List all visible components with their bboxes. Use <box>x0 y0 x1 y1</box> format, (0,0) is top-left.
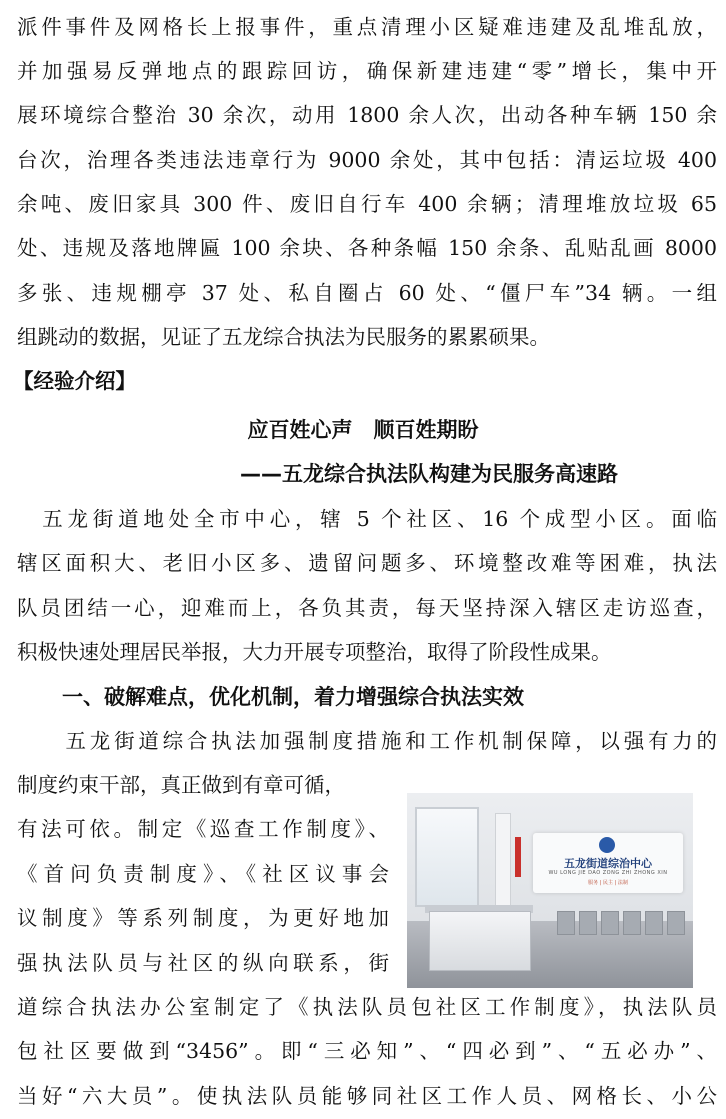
section-line: 有法可依。制定《巡查工作制度》、 <box>17 817 389 841</box>
section-line: 议制度》等系列制度，为更好地加 <box>17 906 389 930</box>
section-line: 五龙街道综合执法加强制度措施和工作机制保障，以强有力的 <box>17 729 717 753</box>
intro-line: 积极快速处理居民举报，大力开展专项整治，取得了阶段性成果。 <box>17 640 612 664</box>
body-line: 派件事件及网格长上报事件，重点清理小区疑难违建及乱堆乱放， <box>17 15 717 39</box>
body-line: 组跳动的数据，见证了五龙综合执法为民服务的累累硕果。 <box>17 325 550 349</box>
chair <box>601 911 619 935</box>
intro-line: 辖区面积大、老旧小区多、遗留问题多、环境整改难等困难，执法 <box>17 551 717 575</box>
experience-tag: 【经验介绍】 <box>13 369 136 393</box>
waiting-chairs <box>557 911 683 937</box>
body-line: 余吨、废旧家具 300 件、废旧自行车 400 余辆；清理堆放垃圾 65 <box>17 192 717 216</box>
photo-red-banner <box>515 837 521 877</box>
service-center-photo <box>407 793 693 988</box>
intro-line: 队员团结一心，迎难而上，各负其责，每天坚持深入辖区走访巡查， <box>17 596 717 620</box>
reception-desk <box>429 911 531 971</box>
chair <box>667 911 685 935</box>
sign-pinyin: WU LONG JIE DAO ZONG ZHI ZHONG XIN <box>548 870 668 876</box>
center-logo-icon <box>599 837 615 853</box>
sign-title: 五龙街道综治中心 <box>564 857 652 870</box>
section-heading: 一、破解难点，优化机制，着力增强综合执法实效 <box>62 685 524 709</box>
intro-line: 五龙街道地处全市中心，辖 5 个社区、16 个成型小区。面临 <box>17 507 717 531</box>
body-line: 展环境综合整治 30 余次，动用 1800 余人次，出动各种车辆 150 余 <box>17 103 717 127</box>
body-line: 台次，治理各类违法违章行为 9000 余处，其中包括：清运垃圾 400 <box>17 148 717 172</box>
section-line: 《首问负责制度》、《社区议事会 <box>17 862 389 886</box>
body-line: 多张、违规棚亭 37 处、私自圈占 60 处、“僵尸车”34 辆。一组 <box>17 281 717 305</box>
body-line: 并加强易反弹地点的跟踪回访，确保新建违建“零”增长，集中开 <box>17 59 717 83</box>
article-title: 应百姓心声 顺百姓期盼 <box>247 418 479 442</box>
article-subtitle: ——五龙综合执法队构建为民服务高速路 <box>240 462 618 486</box>
center-sign <box>533 833 683 893</box>
chair <box>623 911 641 935</box>
section-line: 强执法队员与社区的纵向联系，街 <box>17 951 389 975</box>
section-line: 包社区要做到“3456”。即“三必知”、“四必到”、“五必办”、 <box>17 1039 717 1063</box>
sign-motto: 服务 | 民主 | 法制 <box>588 880 628 886</box>
section-line: 当好“六大员”。使执法队员能够同社区工作人员、网格长、小公 <box>17 1084 717 1108</box>
chair <box>557 911 575 935</box>
photo-window <box>415 807 479 907</box>
chair <box>645 911 663 935</box>
chair <box>579 911 597 935</box>
section-line: 制度约束干部，真正做到有章可循， <box>17 773 345 797</box>
body-line: 处、违规及落地牌匾 100 余块、各种条幅 150 余条、乱贴乱画 8000 <box>17 236 717 260</box>
section-line: 道综合执法办公室制定了《执法队员包社区工作制度》，执法队员 <box>17 995 717 1019</box>
